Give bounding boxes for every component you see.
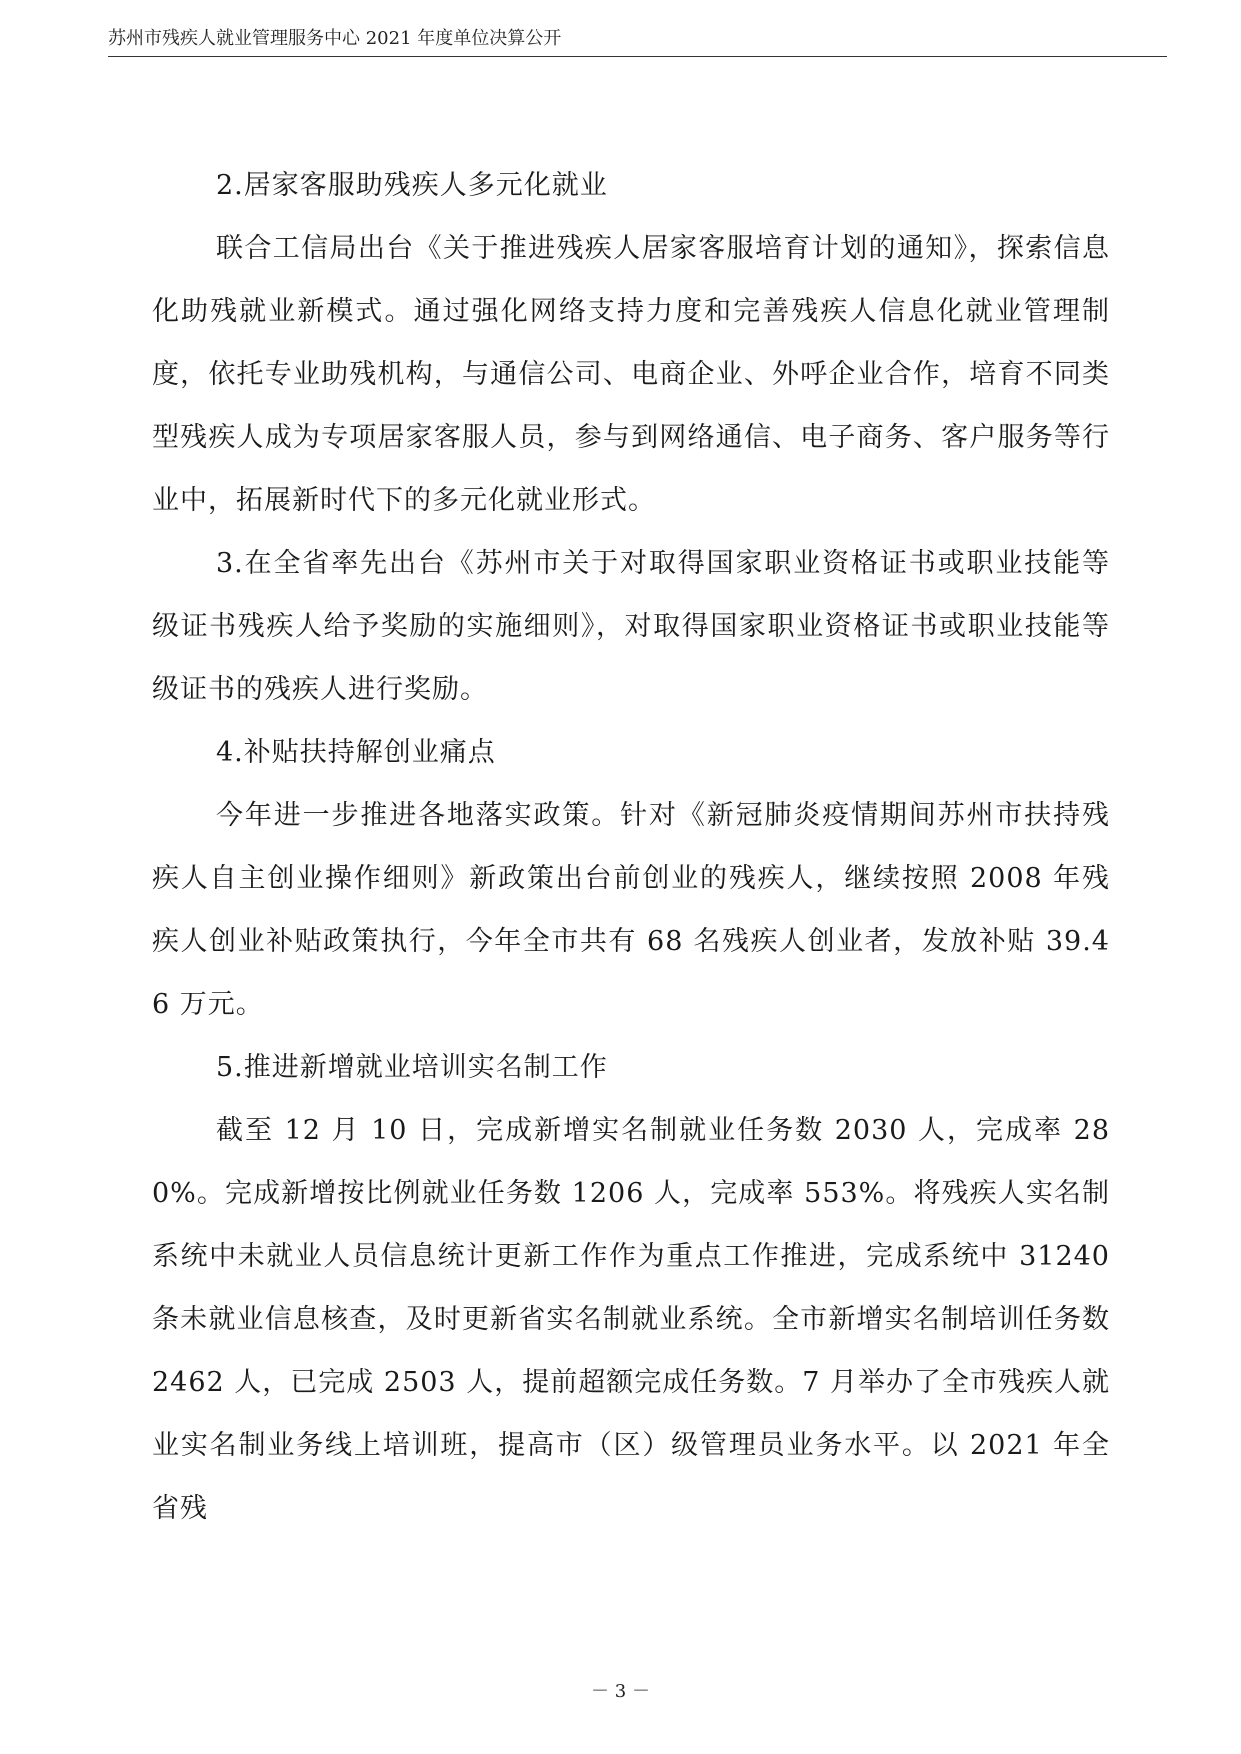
section-heading-2: 2.居家客服助残疾人多元化就业 (216, 170, 608, 201)
document-body (152, 154, 1110, 1540)
paragraph-real-name-employment: 截至 12 月 10 日，完成新增实名制就业任务数 2030 人，完成率 280%。完成新增按比例就业任务数 1206 人，完成率 553%。将残疾人实名制系统中未就业人员信息统计更新工作作为重点工作推进，完成系统中 31240 条未就业信息核查，及时更新省实名制就业系统。全市新增实名制培训任务数 2462 人，已完成 2503 人，提前超额完成任务数。7 月举办了全市残疾人就业实名制业务线上培训班，提高市（区）级管理员业务水平。以 2021 年全省残 (152, 1115, 1110, 1524)
section-heading-5: 5.推进新增就业培训实名制工作 (216, 1052, 608, 1083)
page-header-title: 苏州市残疾人就业管理服务中心 2021 年度单位决算公开 (108, 28, 562, 49)
header-divider (108, 56, 1167, 57)
section-heading-4: 4.补贴扶持解创业痛点 (216, 737, 496, 768)
paragraph-home-customer-service: 联合工信局出台《关于推进残疾人居家客服培育计划的通知》，探索信息化助残就业新模式。通过强化网络支持力度和完善残疾人信息化就业管理制度，依托专业助残机构，与通信公司、电商企业、外呼企业合作，培育不同类型残疾人成为专项居家客服人员，参与到网络通信、电子商务、客户服务等行业中，拓展新时代下的多元化就业形式。 (152, 233, 1110, 516)
paragraph-entrepreneurship-subsidy: 今年进一步推进各地落实政策。针对《新冠肺炎疫情期间苏州市扶持残疾人自主创业操作细则》新政策出台前创业的残疾人，继续按照 2008 年残疾人创业补贴政策执行，今年全市共有 68 名残疾人创业者，发放补贴 39.46 万元。 (152, 800, 1110, 1020)
page-number: － 3 － (591, 1681, 650, 1702)
paragraph-certificate-reward: 3.在全省率先出台《苏州市关于对取得国家职业资格证书或职业技能等级证书残疾人给予奖励的实施细则》，对取得国家职业资格证书或职业技能等级证书的残疾人进行奖励。 (152, 548, 1110, 705)
